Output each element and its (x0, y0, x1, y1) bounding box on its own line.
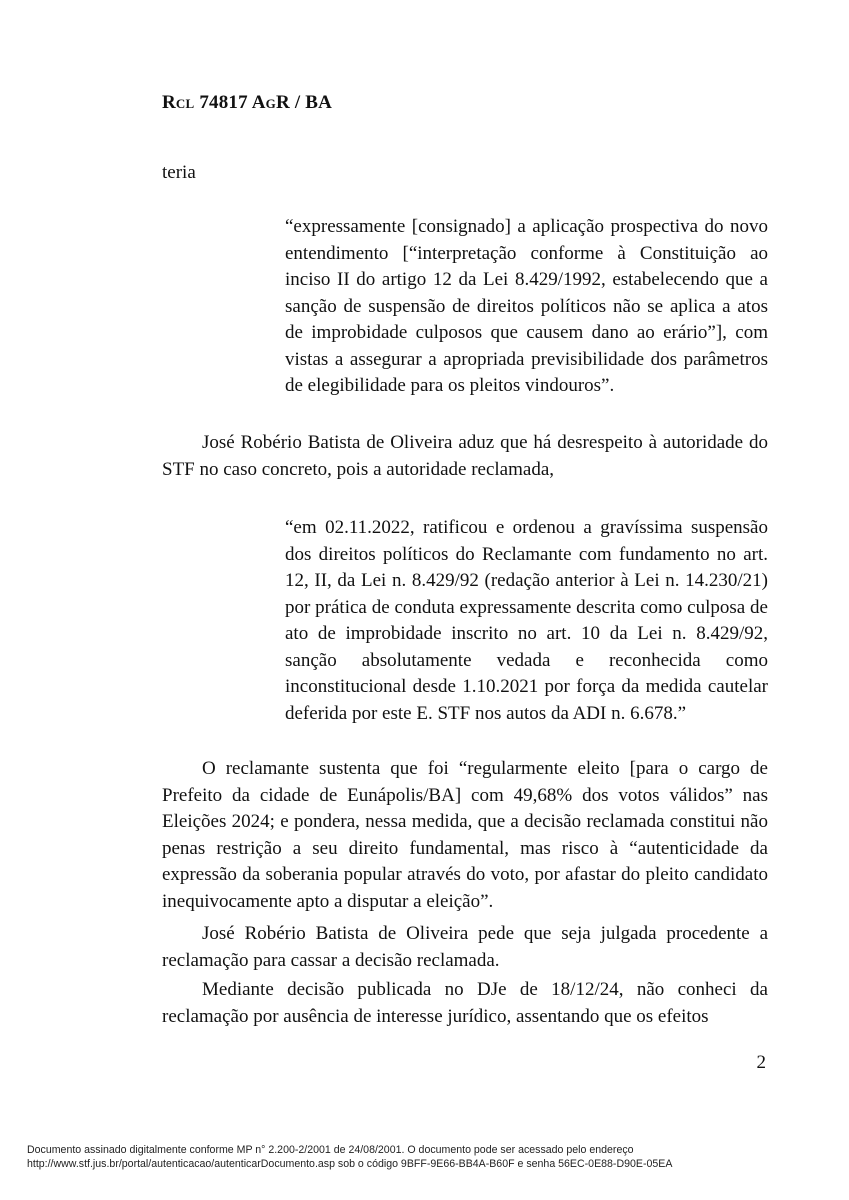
paragraph-5: Mediante decisão publicada no DJe de 18/12/24, não conheci da reclamação por ausência de interesse jurídico, assentando que os efeitos (162, 979, 768, 1027)
signature-footer (27, 1143, 827, 1171)
paragraph-2: José Robério Batista de Oliveira aduz que há desrespeito à autoridade do STF no caso concreto, pois a autoridade reclamada, (162, 432, 768, 480)
footer-line-2: http://www.stf.jus.br/portal/autenticacao/autenticarDocumento.asp sob o código 9BFF-9E66-BB4A-B60F e senha 56EC-0E88-D90E-05EA (27, 1158, 673, 1170)
block-quote-1: “expressamente [consignado] a aplicação prospectiva do novo entendimento [“interpretação conforme à Constituição ao inciso II do artigo 12 da Lei 8.429/1992, estabelecendo que a sanção de suspensão de direitos políticos não se aplica a atos de improbidade culposos que causem dano ao erário”], com vistas a assegurar a apropriada previsibilidade dos parâmetros de elegibilidade para os pleitos vindouros”. (285, 216, 768, 396)
paragraph-4: José Robério Batista de Oliveira pede que seja julgada procedente a reclamação para cassar a decisão reclamada. (162, 923, 768, 971)
case-header (162, 92, 332, 114)
paragraph-3: O reclamante sustenta que foi “regularmente eleito [para o cargo de Prefeito da cidade de Eunápolis/BA] com 49,68% dos votos válidos” nas Eleições 2024; e pondera, nessa medida, que a decisão reclamada constitui não penas restrição a seu direito fundamental, mas risco à “autenticidade da expressão da soberania popular através do voto, por afastar do pleito candidato inequivocamente apto a disputar a eleição”. (162, 758, 768, 912)
block-quote-2: “em 02.11.2022, ratificou e ordenou a gravíssima suspensão dos direitos políticos do Reclamante com fundamento no art. 12, II, da Lei n. 8.429/92 (redação anterior à Lei n. 14.230/21) por prática de conduta expressamente descrita como culposa de ato de improbidade inscrito no art. 10 da Lei n. 8.429/92, sanção absolutamente vedada e reconhecida como inconstitucional desde 1.10.2021 por força da medida cautelar deferida por este E. STF nos autos da ADI n. 6.678.” (285, 517, 768, 724)
page-number: 2 (756, 1052, 766, 1073)
paragraph-teria: teria (162, 162, 196, 183)
footer-line-1: Documento assinado digitalmente conforme MP n° 2.200-2/2001 de 24/08/2001. O documento pode ser acessado pelo endereço (27, 1144, 634, 1156)
case-state: / BA (289, 92, 333, 113)
case-number: Rcl 74817 AgR (162, 92, 290, 113)
